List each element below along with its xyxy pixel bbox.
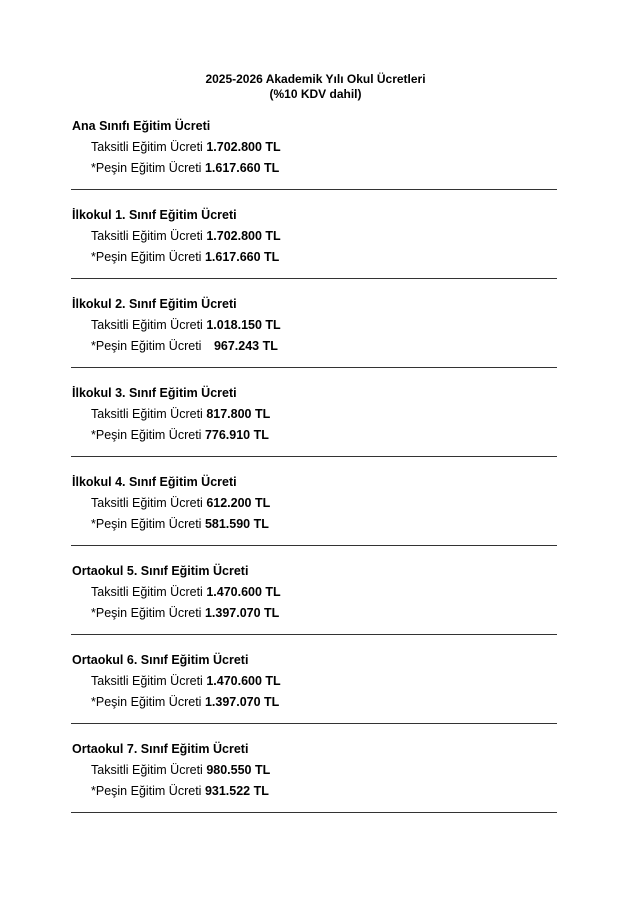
section-divider (71, 634, 557, 635)
cash-fee-value: 967.243 TL (213, 339, 278, 353)
section-title: İlkokul 1. Sınıf Eğitim Ücreti (72, 208, 237, 222)
installment-fee-row (91, 495, 270, 511)
installment-fee-value: 1.702.800 TL (206, 229, 281, 243)
installment-fee-row (91, 584, 281, 600)
section-title: Ortaokul 5. Sınıf Eğitim Ücreti (72, 564, 249, 578)
fee-section-ortaokul-5 (71, 563, 557, 652)
section-divider (71, 545, 557, 546)
fee-section-ilkokul-3 (71, 385, 557, 474)
cash-fee-label: *Peşin Eğitim Ücreti (91, 606, 202, 620)
section-divider (71, 189, 557, 190)
cash-fee-row (91, 427, 269, 443)
fee-section-ilkokul-1 (71, 207, 557, 296)
fee-section-ilkokul-2 (71, 296, 557, 385)
cash-fee-value: 1.397.070 TL (204, 606, 280, 620)
installment-fee-label: Taksitli Eğitim Ücreti (91, 585, 203, 599)
cash-fee-label: *Peşin Eğitim Ücreti (91, 250, 202, 264)
cash-fee-label: *Peşin Eğitim Ücreti (91, 161, 202, 175)
cash-fee-row (91, 783, 269, 799)
cash-fee-row (91, 249, 279, 265)
section-divider (71, 367, 557, 368)
section-title: İlkokul 4. Sınıf Eğitim Ücreti (72, 475, 237, 489)
cash-fee-row (91, 338, 278, 354)
installment-fee-label: Taksitli Eğitim Ücreti (91, 496, 203, 510)
cash-fee-row (91, 605, 279, 621)
fee-section-ana-sinifi (71, 118, 557, 207)
fee-section-ortaokul-7 (71, 741, 557, 830)
document-header (0, 72, 631, 102)
cash-fee-row (91, 160, 279, 176)
installment-fee-value: 1.470.600 TL (206, 585, 281, 599)
cash-fee-label: *Peşin Eğitim Ücreti (91, 428, 202, 442)
cash-fee-value: 776.910 TL (204, 428, 269, 442)
section-title: Ortaokul 6. Sınıf Eğitim Ücreti (72, 653, 249, 667)
installment-fee-value: 1.018.150 TL (206, 318, 281, 332)
installment-fee-label: Taksitli Eğitim Ücreti (91, 140, 203, 154)
installment-fee-row (91, 762, 270, 778)
cash-fee-row (91, 694, 279, 710)
document-subtitle: (%10 KDV dahil) (269, 87, 362, 101)
cash-fee-label: *Peşin Eğitim Ücreti (91, 695, 202, 709)
installment-fee-label: Taksitli Eğitim Ücreti (91, 229, 203, 243)
cash-fee-value: 1.617.660 TL (204, 161, 280, 175)
installment-fee-label: Taksitli Eğitim Ücreti (91, 407, 203, 421)
installment-fee-row (91, 406, 270, 422)
section-title: İlkokul 3. Sınıf Eğitim Ücreti (72, 386, 237, 400)
cash-fee-value: 581.590 TL (204, 517, 269, 531)
installment-fee-value: 817.800 TL (206, 407, 271, 421)
installment-fee-label: Taksitli Eğitim Ücreti (91, 318, 203, 332)
cash-fee-label: *Peşin Eğitim Ücreti (91, 339, 202, 353)
cash-fee-value: 931.522 TL (204, 784, 269, 798)
section-divider (71, 812, 557, 813)
installment-fee-label: Taksitli Eğitim Ücreti (91, 763, 203, 777)
cash-fee-label: *Peşin Eğitim Ücreti (91, 784, 202, 798)
section-divider (71, 278, 557, 279)
cash-fee-label: *Peşin Eğitim Ücreti (91, 517, 202, 531)
installment-fee-row (91, 317, 281, 333)
installment-fee-value: 980.550 TL (206, 763, 271, 777)
installment-fee-row (91, 139, 281, 155)
installment-fee-value: 1.702.800 TL (206, 140, 281, 154)
fee-section-ilkokul-4 (71, 474, 557, 563)
installment-fee-row (91, 673, 281, 689)
cash-fee-value: 1.397.070 TL (204, 695, 280, 709)
section-title: Ortaokul 7. Sınıf Eğitim Ücreti (72, 742, 249, 756)
installment-fee-value: 1.470.600 TL (206, 674, 281, 688)
section-title: Ana Sınıfı Eğitim Ücreti (72, 119, 211, 133)
document-title: 2025-2026 Akademik Yılı Okul Ücretleri (205, 72, 426, 86)
section-divider (71, 723, 557, 724)
cash-fee-row (91, 516, 269, 532)
installment-fee-row (91, 228, 281, 244)
cash-fee-value: 1.617.660 TL (204, 250, 280, 264)
installment-fee-value: 612.200 TL (206, 496, 271, 510)
section-title: İlkokul 2. Sınıf Eğitim Ücreti (72, 297, 237, 311)
section-divider (71, 456, 557, 457)
fee-section-ortaokul-6 (71, 652, 557, 741)
installment-fee-label: Taksitli Eğitim Ücreti (91, 674, 203, 688)
